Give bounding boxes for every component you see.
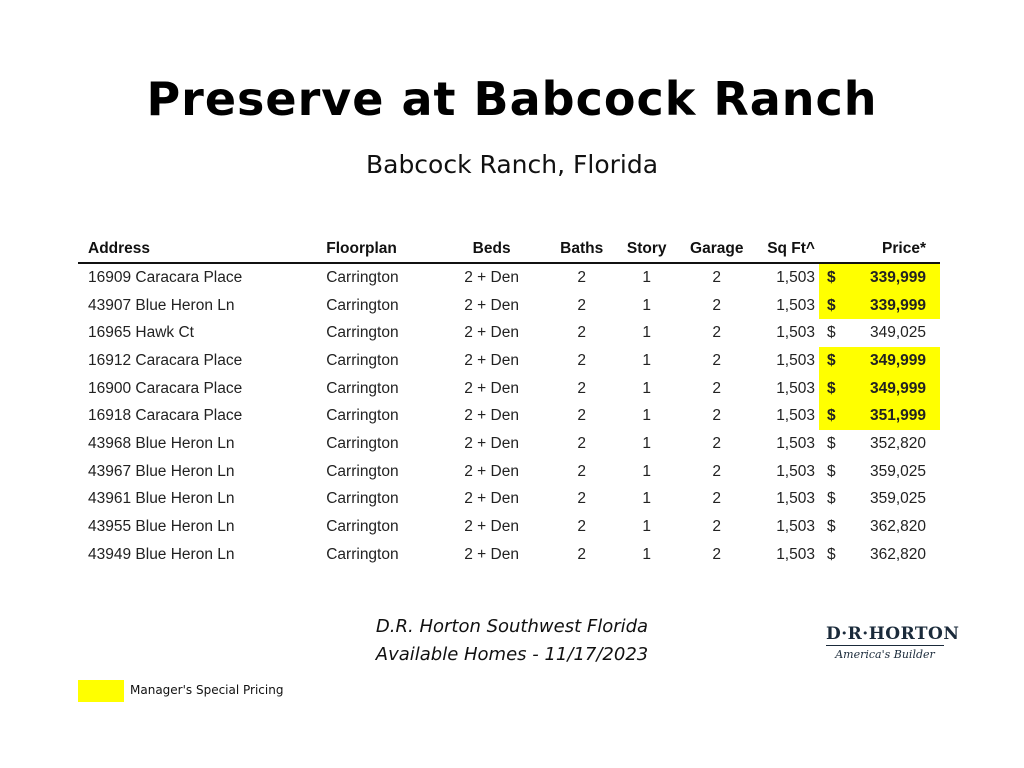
- cell-baths: 2: [577, 545, 586, 563]
- cell-story: 1: [642, 545, 651, 563]
- cell-sqft: 1,503: [776, 545, 815, 563]
- cell-floorplan: Carrington: [326, 324, 399, 342]
- cell-beds: 2 + Den: [464, 407, 519, 425]
- cell-price: 351,999: [846, 402, 940, 430]
- cell-floorplan: Carrington: [326, 545, 399, 563]
- cell-story: 1: [642, 296, 651, 314]
- cell-currency: $: [826, 462, 836, 480]
- cell-story: 1: [642, 462, 651, 480]
- logo-tagline: America's Builder: [835, 648, 935, 661]
- cell-floorplan: Carrington: [326, 351, 399, 369]
- column-header-baths: Baths: [549, 236, 614, 263]
- page-title: Preserve at Babcock Ranch: [146, 72, 878, 126]
- cell-sqft: 1,503: [776, 490, 815, 508]
- cell-price: 339,999: [846, 263, 940, 292]
- cell-address: 43949 Blue Heron Ln: [88, 545, 235, 563]
- cell-garage: 2: [712, 518, 722, 536]
- table-row: [78, 402, 940, 430]
- cell-sqft: 1,503: [776, 324, 815, 342]
- cell-baths: 2: [577, 518, 586, 536]
- cell-sqft: 1,503: [776, 351, 815, 369]
- column-header-price: Price*: [819, 236, 940, 263]
- cell-beds: 2 + Den: [464, 324, 519, 342]
- cell-sqft: 1,503: [776, 379, 815, 397]
- cell-sqft: 1,503: [776, 462, 815, 480]
- cell-price: 349,025: [869, 324, 926, 342]
- cell-floorplan: Carrington: [326, 462, 399, 480]
- cell-address: 43967 Blue Heron Ln: [88, 462, 235, 480]
- cell-price: 359,025: [869, 462, 926, 480]
- cell-address: 16912 Caracara Place: [88, 351, 243, 369]
- cell-baths: 2: [577, 462, 586, 480]
- cell-garage: 2: [712, 407, 722, 425]
- cell-currency: $: [826, 490, 836, 508]
- footer-date-line: Available Homes - 11/17/2023: [375, 644, 649, 665]
- cell-price: 362,820: [869, 545, 926, 563]
- cell-garage: 2: [712, 434, 722, 452]
- legend-label: Manager's Special Pricing: [130, 683, 284, 697]
- cell-garage: 2: [712, 462, 722, 480]
- cell-baths: 2: [577, 324, 586, 342]
- cell-price: 352,820: [869, 434, 926, 452]
- cell-story: 1: [642, 324, 651, 342]
- available-homes-table: [78, 236, 940, 569]
- cell-price: 349,999: [846, 347, 940, 375]
- table-row: [78, 319, 940, 347]
- cell-floorplan: Carrington: [326, 490, 399, 508]
- cell-beds: 2 + Den: [464, 296, 519, 314]
- cell-price: 349,999: [846, 375, 940, 403]
- cell-currency: $: [819, 292, 846, 320]
- cell-currency: $: [826, 434, 836, 452]
- cell-baths: 2: [577, 296, 586, 314]
- cell-floorplan: Carrington: [326, 518, 399, 536]
- cell-sqft: 1,503: [776, 296, 815, 314]
- cell-address: 43907 Blue Heron Ln: [88, 296, 235, 314]
- cell-currency: $: [819, 263, 846, 292]
- cell-story: 1: [642, 407, 651, 425]
- table-row: [78, 292, 940, 320]
- cell-garage: 2: [712, 351, 722, 369]
- cell-garage: 2: [712, 490, 722, 508]
- page-subtitle: Babcock Ranch, Florida: [365, 150, 659, 179]
- column-header-story: Story: [614, 236, 679, 263]
- cell-baths: 2: [577, 490, 586, 508]
- cell-garage: 2: [712, 268, 722, 286]
- cell-baths: 2: [577, 268, 586, 286]
- cell-sqft: 1,503: [776, 407, 815, 425]
- cell-garage: 2: [712, 545, 722, 563]
- table-row: [78, 263, 940, 292]
- cell-baths: 2: [577, 434, 586, 452]
- cell-address: 43968 Blue Heron Ln: [88, 434, 235, 452]
- table-row: [78, 430, 940, 458]
- cell-price: 339,999: [846, 292, 940, 320]
- cell-currency: $: [826, 324, 836, 342]
- table-row: [78, 486, 940, 514]
- footer-company: D.R. Horton Southwest Florida: [375, 616, 649, 637]
- dr-horton-logo: [826, 624, 960, 661]
- table-row: [78, 513, 940, 541]
- logo-wordmark: D·R·HORTON: [826, 624, 960, 644]
- cell-garage: 2: [712, 379, 722, 397]
- cell-beds: 2 + Den: [464, 268, 519, 286]
- cell-price: 362,820: [869, 518, 926, 536]
- table-row: [78, 375, 940, 403]
- cell-beds: 2 + Den: [464, 379, 519, 397]
- cell-address: 16900 Caracara Place: [88, 379, 243, 397]
- cell-floorplan: Carrington: [326, 379, 399, 397]
- cell-story: 1: [642, 268, 651, 286]
- cell-story: 1: [642, 351, 651, 369]
- cell-sqft: 1,503: [776, 518, 815, 536]
- cell-floorplan: Carrington: [326, 407, 399, 425]
- cell-address: 16918 Caracara Place: [88, 407, 243, 425]
- cell-floorplan: Carrington: [326, 296, 399, 314]
- legend-swatch: [78, 680, 124, 702]
- cell-beds: 2 + Den: [464, 462, 519, 480]
- table-row: [78, 458, 940, 486]
- cell-story: 1: [642, 434, 651, 452]
- cell-story: 1: [642, 490, 651, 508]
- column-header-address: Address: [78, 236, 322, 263]
- table-row: [78, 347, 940, 375]
- cell-currency: $: [826, 545, 836, 563]
- cell-currency: $: [819, 375, 846, 403]
- cell-currency: $: [819, 347, 846, 375]
- cell-garage: 2: [712, 324, 722, 342]
- cell-beds: 2 + Den: [464, 351, 519, 369]
- cell-baths: 2: [577, 407, 586, 425]
- cell-floorplan: Carrington: [326, 434, 399, 452]
- column-header-beds: Beds: [434, 236, 549, 263]
- cell-story: 1: [642, 379, 651, 397]
- column-header-sqft: Sq Ft^: [754, 236, 819, 263]
- cell-address: 16909 Caracara Place: [88, 268, 243, 286]
- cell-sqft: 1,503: [776, 434, 815, 452]
- column-header-floorplan: Floorplan: [322, 236, 434, 263]
- cell-beds: 2 + Den: [464, 545, 519, 563]
- table-header-row: [78, 236, 940, 263]
- cell-baths: 2: [577, 379, 586, 397]
- cell-sqft: 1,503: [776, 268, 815, 286]
- cell-beds: 2 + Den: [464, 434, 519, 452]
- cell-garage: 2: [712, 296, 722, 314]
- cell-currency: $: [819, 402, 846, 430]
- table-body: [78, 263, 940, 569]
- cell-address: 43955 Blue Heron Ln: [88, 518, 235, 536]
- column-header-garage: Garage: [679, 236, 754, 263]
- cell-floorplan: Carrington: [326, 268, 399, 286]
- table-row: [78, 541, 940, 569]
- cell-beds: 2 + Den: [464, 490, 519, 508]
- cell-story: 1: [642, 518, 651, 536]
- cell-address: 16965 Hawk Ct: [88, 324, 194, 342]
- cell-address: 43961 Blue Heron Ln: [88, 490, 235, 508]
- cell-price: 359,025: [869, 490, 926, 508]
- cell-baths: 2: [577, 351, 586, 369]
- cell-beds: 2 + Den: [464, 518, 519, 536]
- cell-currency: $: [826, 518, 836, 536]
